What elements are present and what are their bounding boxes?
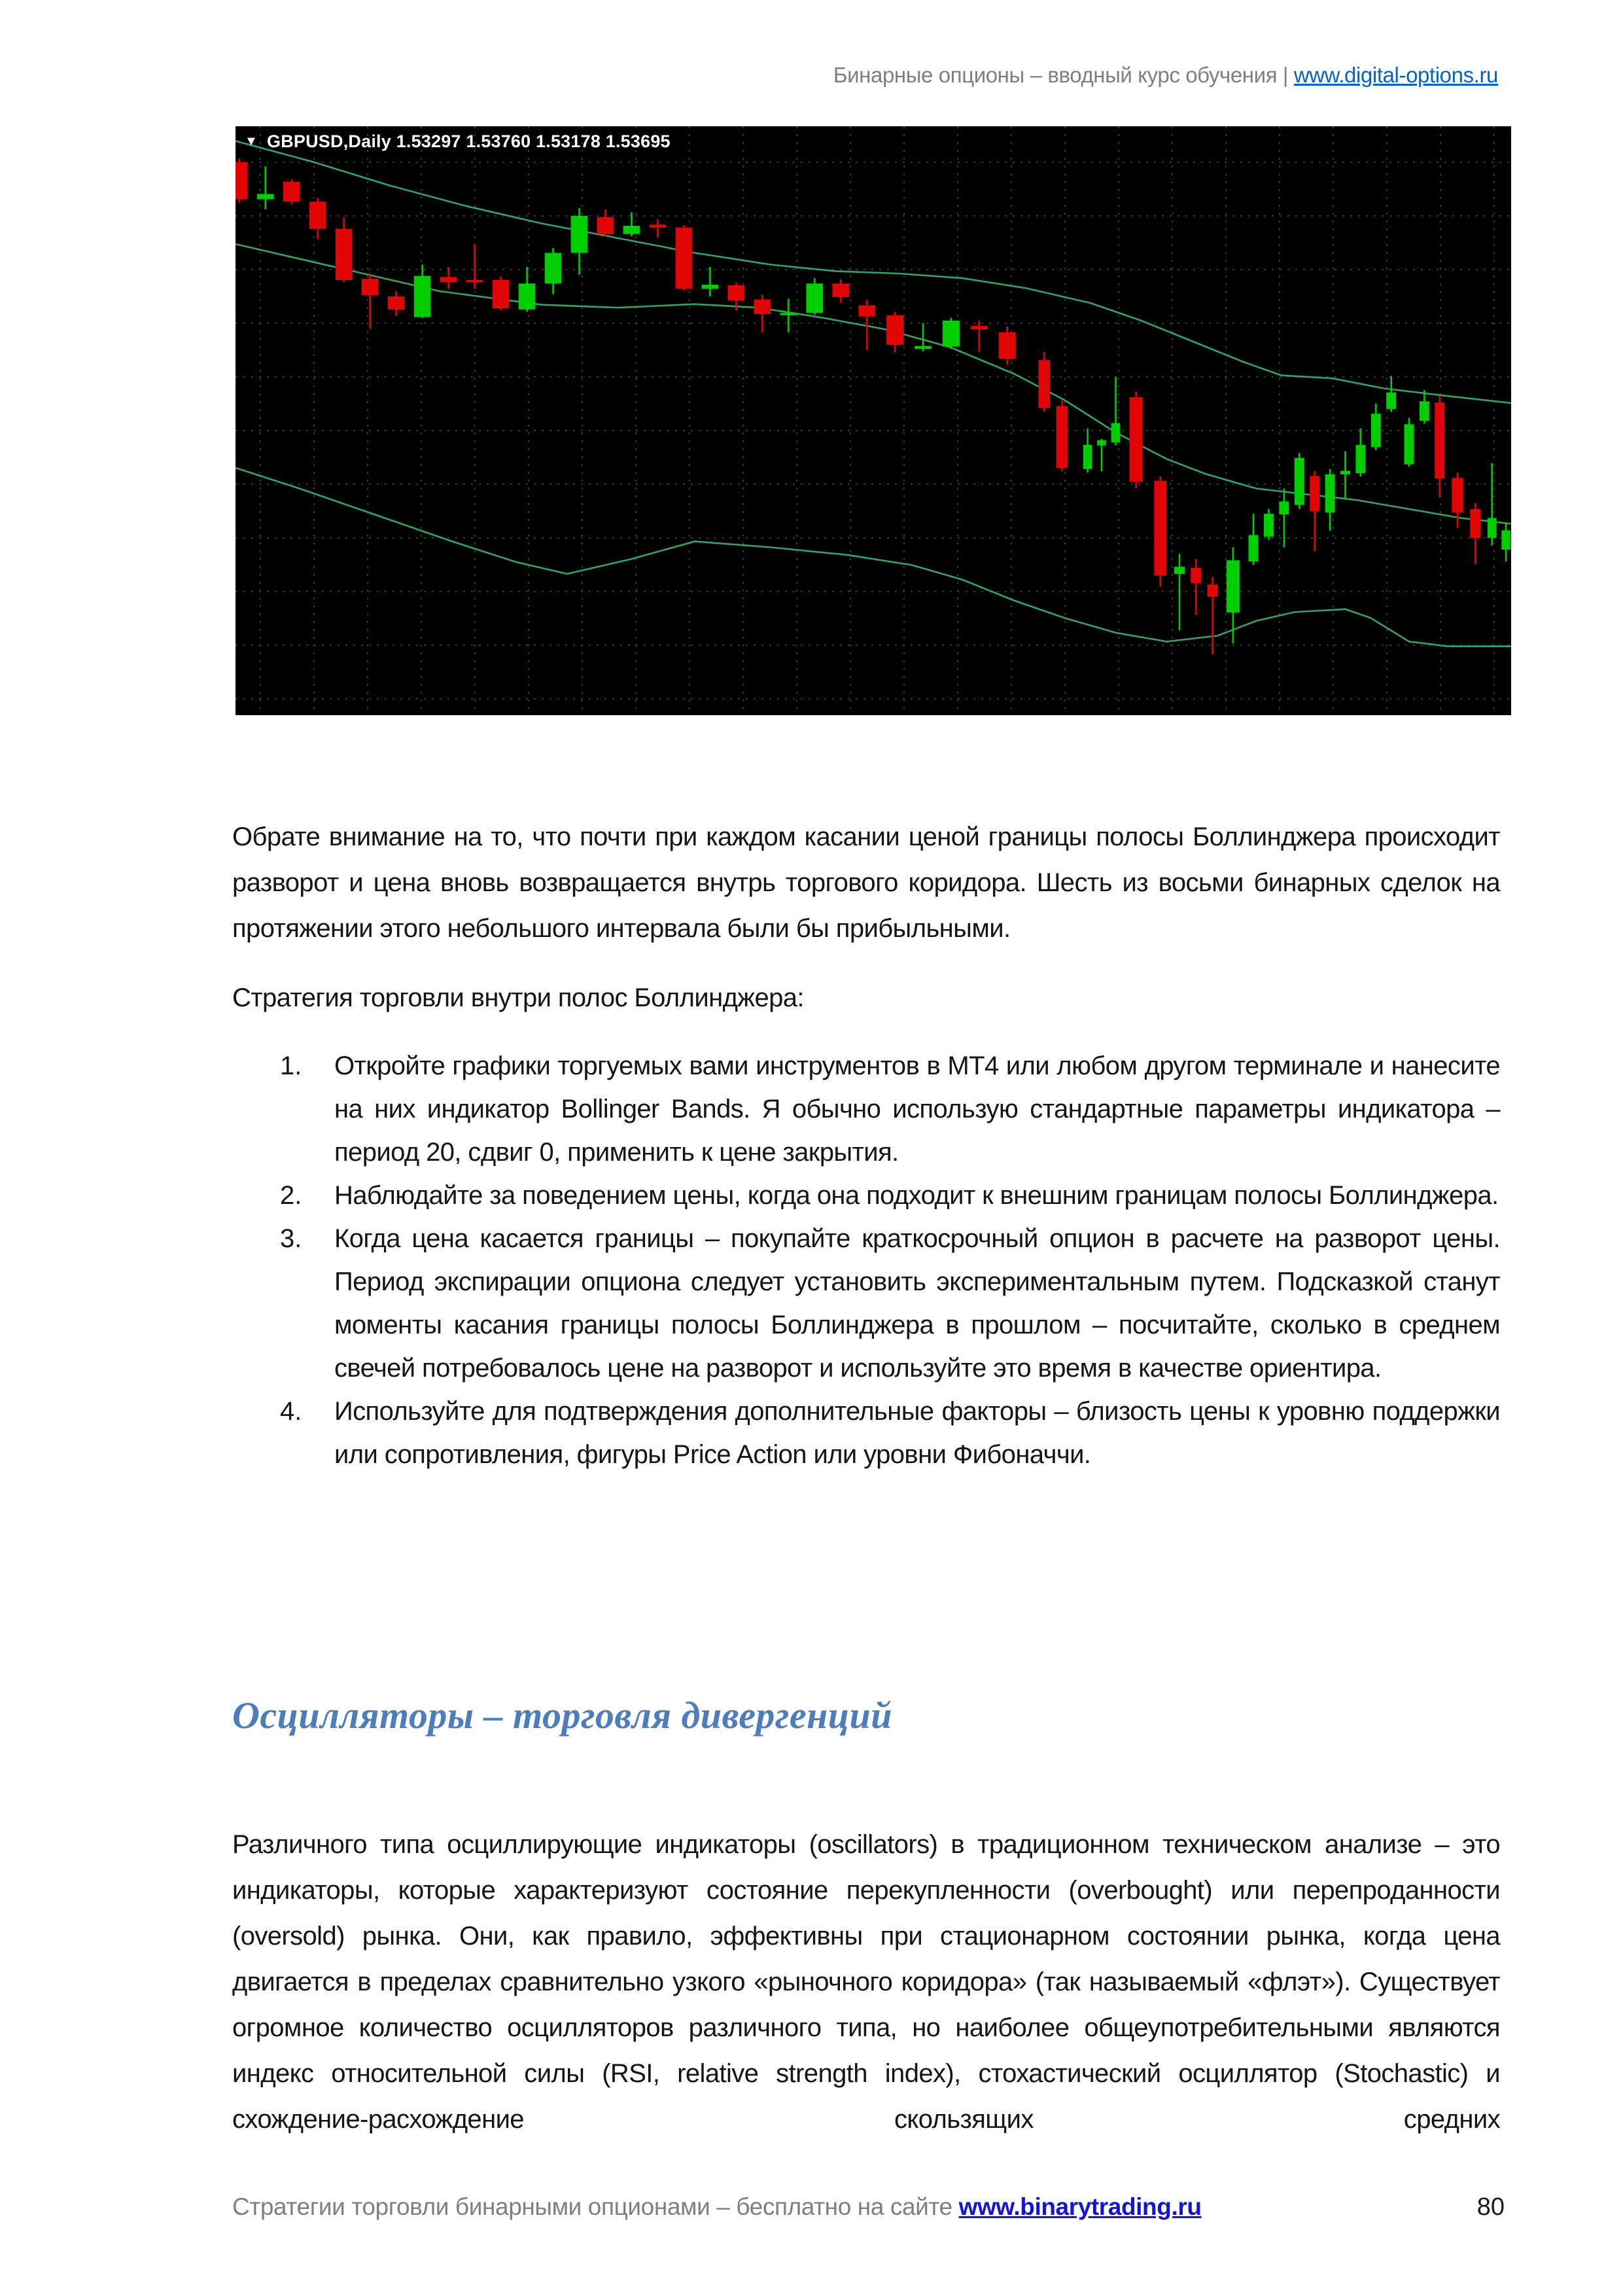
- mt4-chart-screenshot: [236, 126, 1511, 715]
- list-item-text: Используйте для подтверждения дополнительные факторы – близость цены к уровню поддержки или сопротивления, фигуры Price Action или уровни Фибоначчи.: [334, 1397, 1500, 1469]
- footer-text: Стратегии торговли бинарными опционами – бесплатно на сайте: [232, 2193, 959, 2220]
- header-title: Бинарные опционы – вводный курс обучения |: [833, 63, 1294, 87]
- list-item-number: 2.: [280, 1181, 302, 1210]
- chart-symbol-label: [245, 132, 671, 152]
- section-heading-oscillators: Осцилляторы – торговля дивергенций: [232, 1694, 893, 1737]
- list-item-number: 1.: [280, 1051, 302, 1080]
- list-item-text: Когда цена касается границы – покупайте краткосрочный опцион в расчете на разворот цены. Период экспирации опциона следует установить экспериментальным путем. Подсказкой станут моменты касания границы полосы Боллинджера в прошлом – посчитайте, сколько в среднем свечей потребовалось цене на разворот и используйте это время в качестве ориентира.: [334, 1224, 1500, 1383]
- chart-dropdown-icon: ▼: [245, 134, 258, 149]
- list-item: [232, 1390, 1500, 1476]
- footer-link[interactable]: www.binarytrading.ru: [958, 2193, 1202, 2220]
- strategy-numbered-list: [232, 1044, 1500, 1476]
- list-item: [232, 1217, 1500, 1390]
- page-header: [833, 63, 1498, 88]
- list-item: [232, 1174, 1500, 1217]
- page-number: 80: [1476, 2193, 1505, 2221]
- bollinger-candlestick-chart: [236, 126, 1511, 715]
- list-item: [232, 1044, 1500, 1174]
- chart-symbol-quotes: GBPUSD,Daily 1.53297 1.53760 1.53178 1.53695: [267, 132, 671, 151]
- paragraph-bollinger-observation: Обрате внимание на то, что почти при каждом касании ценой границы полосы Боллинджера происходит разворот и цена вновь возвращается внутрь торгового коридора. Шесть из восьми бинарных сделок на протяжении этого небольшого интервала были бы прибыльными.: [232, 822, 1500, 943]
- list-item-text: Откройте графики торгуемых вами инструментов в МТ4 или любом другом терминале и нанесите на них индикатор Bollinger Bands. Я обычно использую стандартные параметры индикатора – период 20, сдвиг 0, применить к цене закрытия.: [334, 1051, 1500, 1167]
- list-item-number: 3.: [280, 1224, 302, 1253]
- strategy-intro-line: Стратегия торговли внутри полос Боллинджера:: [232, 983, 804, 1012]
- list-item-text: Наблюдайте за поведением цены, когда она подходит к внешним границам полосы Боллинджера.: [334, 1181, 1499, 1210]
- page-footer: [232, 2193, 1500, 2221]
- paragraph-oscillators-intro: Различного типа осциллирующие индикаторы (oscillators) в традиционном техническом анализе – это индикаторы, которые характеризуют состояние перекупленности (overbought) или перепроданности (oversold) рынка. Они, как правило, эффективны при стационарном состоянии рынка, когда цена двигается в пределах сравнительно узкого «рыночного коридора» (так называемый «флэт»). Существует огромное количество осцилляторов различного типа, но наиболее общеупотребительными являются индекс относительной силы (RSI, relative strength index), стохастический осциллятор (Stochastic) и схождение-расхождение скользящих средних: [232, 1830, 1500, 2134]
- list-item-number: 4.: [280, 1397, 302, 1426]
- header-link[interactable]: www.digital-options.ru: [1293, 63, 1498, 87]
